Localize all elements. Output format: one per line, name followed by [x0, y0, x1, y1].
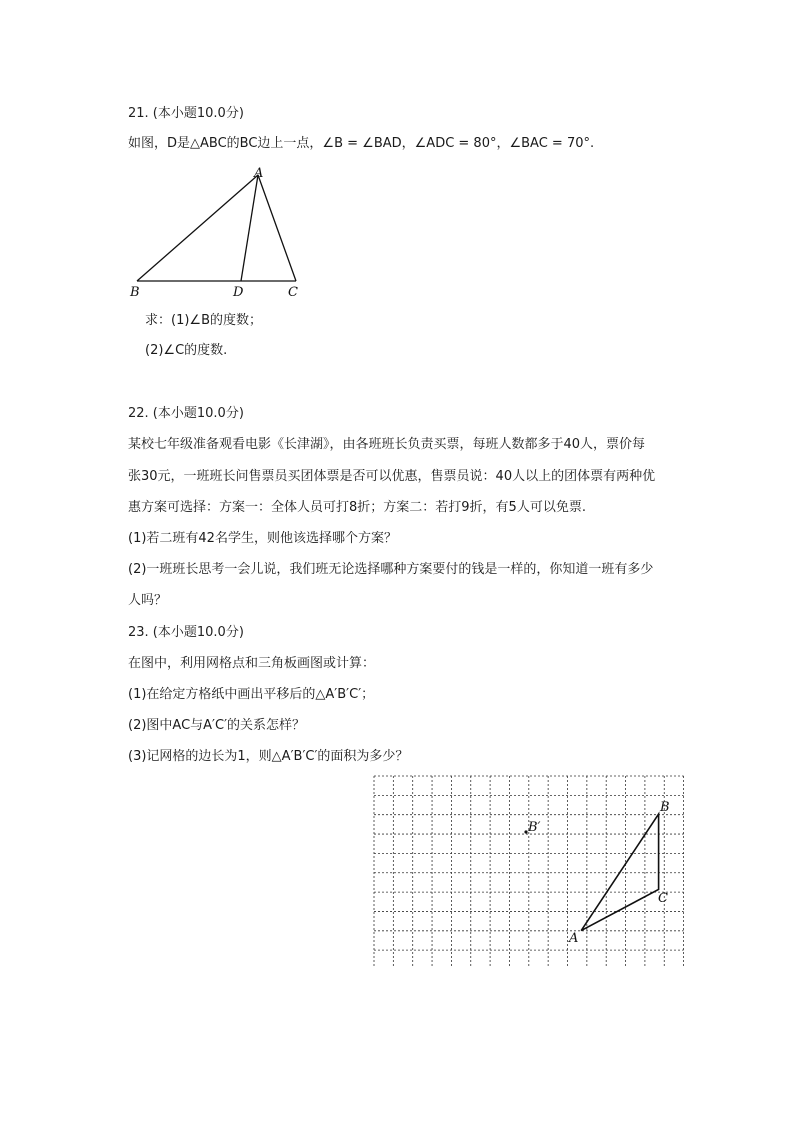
segment-ad	[241, 175, 258, 281]
label-a: A	[569, 931, 579, 946]
triangle-abc	[581, 814, 658, 931]
q23-part3: (3)记网格的边长为1，则△A′B′C′的面积为多少？	[128, 749, 409, 764]
q22-part1: (1)若二班有42名学生，则他该选择哪个方案？	[128, 531, 397, 546]
label-bprime: B′	[528, 820, 541, 835]
q22-line3: 惠方案可选择：方案一：全体人员可打8折；方案二：若打9折，有5人可以免票.	[128, 500, 586, 515]
label-d: D	[233, 285, 244, 300]
q23-stem: 在图中，利用网格点和三角板画图或计算：	[128, 656, 376, 671]
q23-part2: (2)图中AC与A′C′的关系怎样？	[128, 718, 306, 733]
label-c: C	[288, 285, 298, 300]
q21-part2: (2)∠C的度数.	[145, 343, 228, 358]
q22-line1: 某校七年级准备观看电影《长津湖》，由各班班长负责买票，每班人数都多于40人，票价每	[128, 437, 646, 452]
q22-part2-line2: 人吗？	[128, 593, 168, 608]
label-b: B	[130, 285, 140, 300]
label-c: C	[658, 891, 668, 906]
label-b: B	[660, 800, 670, 815]
q21-triangle-figure	[125, 165, 325, 305]
dashed-grid	[374, 776, 684, 968]
segment-ac	[258, 175, 296, 281]
label-a: A	[254, 166, 264, 181]
q22-header: 22. (本小题10.0分)	[128, 406, 244, 421]
q23-part1: (1)在给定方格纸中画出平移后的△A′B′C′；	[128, 687, 375, 702]
segment-ba	[137, 175, 258, 281]
q21-ask: 求：(1)∠B的度数；	[145, 313, 262, 328]
q21-stem: 如图，D是△ABC的BC边上一点，∠B = ∠BAD，∠ADC = 80°，∠BAC = 70°.	[128, 136, 595, 151]
q23-header: 23. (本小题10.0分)	[128, 625, 244, 640]
q22-part2-line1: (2)一班班长思考一会儿说，我们班无论选择哪种方案要付的钱是一样的，你知道一班有多少	[128, 562, 654, 577]
q21-header: 21. (本小题10.0分)	[128, 106, 244, 121]
q22-line2: 张30元，一班班长问售票员买团体票是否可以优惠，售票员说：40人以上的团体票有两种优	[128, 469, 656, 484]
q23-grid-figure	[372, 774, 696, 968]
